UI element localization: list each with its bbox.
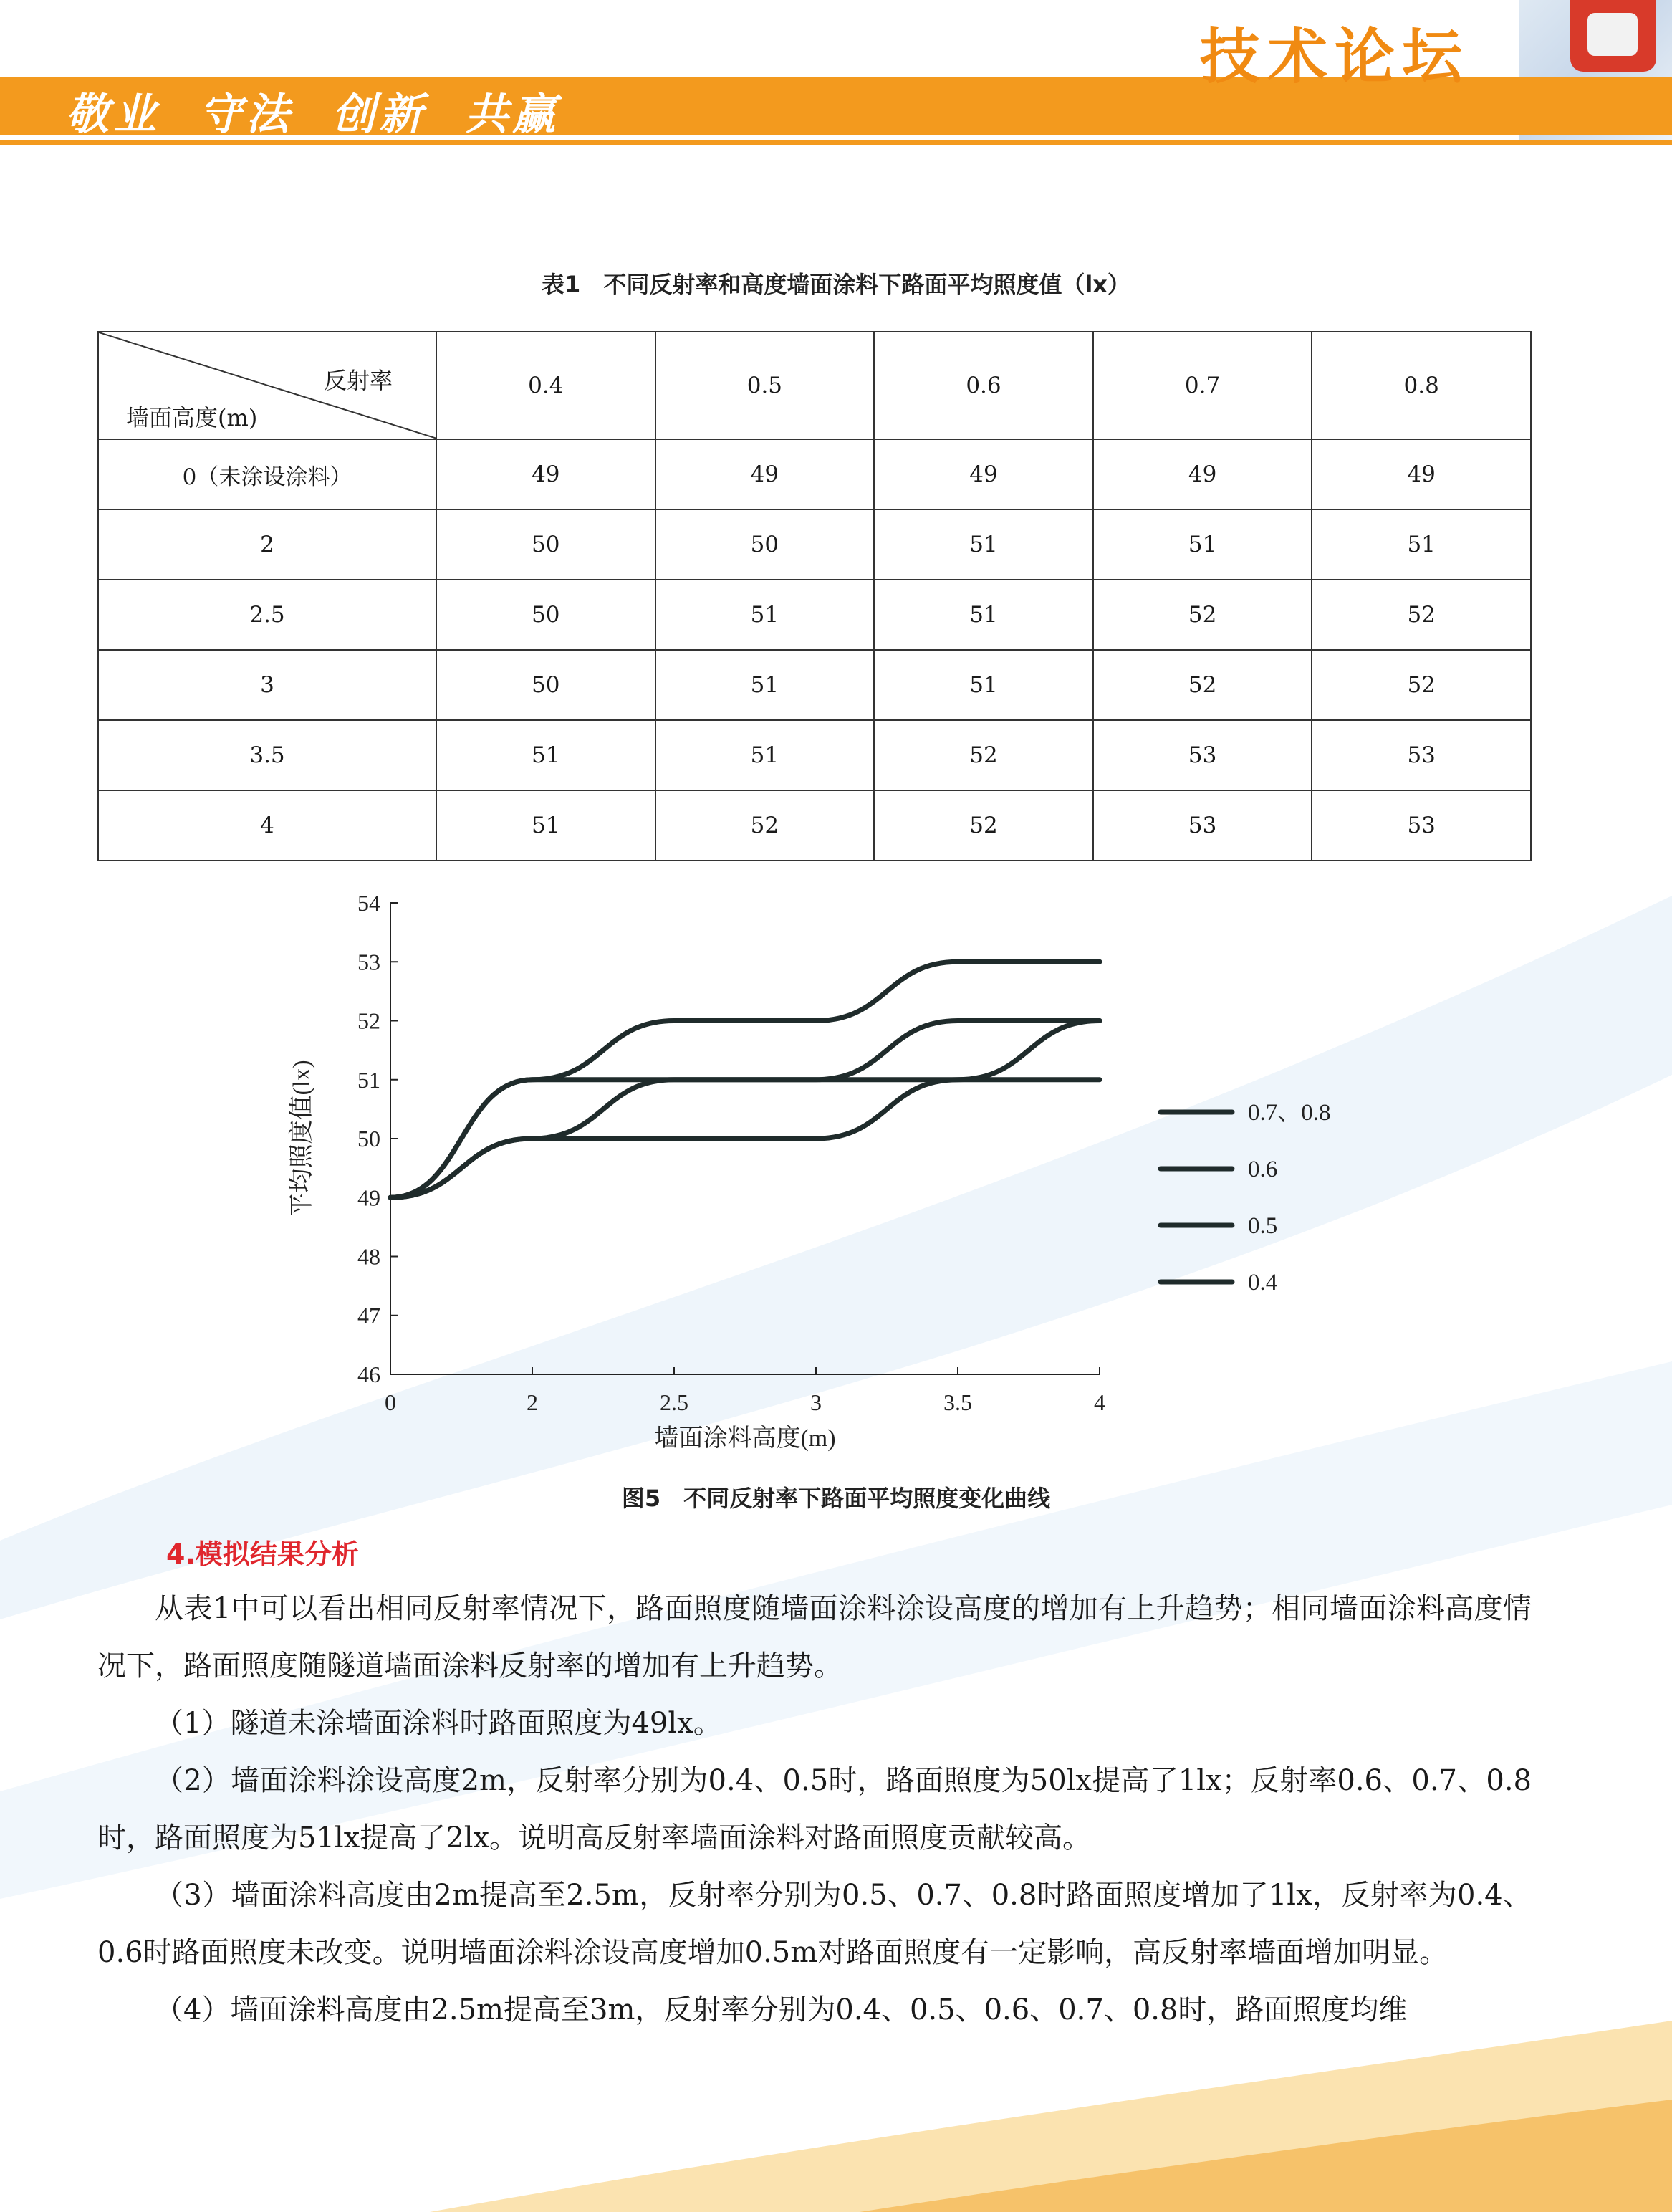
table-cell: 52 — [1312, 580, 1531, 650]
x-tick-label: 2 — [527, 1389, 538, 1415]
legend-label: 0.6 — [1248, 1157, 1278, 1182]
table-row — [98, 439, 1531, 509]
y-tick-label: 52 — [357, 1007, 380, 1034]
table-cell: 50 — [436, 509, 655, 580]
y-tick-label: 53 — [357, 949, 380, 975]
paragraph: （4）墙面涂料高度由2.5m提高至3m，反射率分别为0.4、0.5、0.6、0.7、0.8时，路面照度均维 — [155, 1993, 1408, 2026]
y-tick-label: 48 — [357, 1243, 380, 1270]
table-row — [98, 509, 1531, 580]
column-header: 0.7 — [1093, 332, 1312, 439]
column-header: 0.6 — [874, 332, 1093, 439]
paragraph: 从表1中可以看出相同反射率情况下，路面照度随墙面涂料涂设高度的增加有上升趋势；相同墙面涂料高度情况下，路面照度随隧道墙面涂料反射率的增加有上升趋势。 — [97, 1592, 1532, 1682]
x-tick-label: 2.5 — [660, 1389, 688, 1415]
series-line — [390, 1080, 1100, 1198]
row-label: 3.5 — [98, 720, 436, 790]
table-row — [98, 650, 1531, 720]
table-cell: 51 — [655, 580, 875, 650]
illuminance-table — [97, 331, 1532, 861]
table-cell: 53 — [1093, 720, 1312, 790]
series-line — [390, 1021, 1100, 1198]
table-cell: 53 — [1312, 790, 1531, 861]
table-corner-cell — [98, 332, 436, 439]
y-tick-label: 47 — [357, 1302, 380, 1328]
column-header: 0.8 — [1312, 332, 1531, 439]
table-cell: 49 — [1093, 439, 1312, 509]
table-cell: 49 — [655, 439, 875, 509]
x-axis-label: 墙面涂料高度(m) — [654, 1425, 836, 1452]
paragraph: （2）墙面涂料涂设高度2m，反射率分别为0.4、0.5时，路面照度为50lx提高了1lx；反射率0.6、0.7、0.8时，路面照度为51lx提高了2lx。说明高反射率墙面涂料对路面照度贡献较高。 — [97, 1764, 1532, 1854]
y-tick-label: 50 — [357, 1126, 380, 1152]
x-tick-label: 4 — [1094, 1389, 1105, 1415]
table-cell: 50 — [655, 509, 875, 580]
header-motto: 敬业 守法 创新 共赢 — [66, 90, 560, 140]
y-tick-label: 49 — [357, 1184, 380, 1211]
paragraph: （1）隧道未涂墙面涂料时路面照度为49lx。 — [155, 1707, 722, 1740]
x-tick-label: 0 — [385, 1389, 396, 1415]
row-label: 2 — [98, 509, 436, 580]
legend-label: 0.7、0.8 — [1248, 1100, 1331, 1126]
table-cell: 51 — [1312, 509, 1531, 580]
series-line — [390, 1021, 1100, 1198]
column-header: 0.5 — [655, 332, 875, 439]
table-cell: 51 — [874, 580, 1093, 650]
x-tick-label: 3.5 — [943, 1389, 972, 1415]
x-tick-label: 3 — [810, 1389, 822, 1415]
row-label: 3 — [98, 650, 436, 720]
y-tick-label: 54 — [357, 890, 380, 916]
table-cell: 51 — [436, 790, 655, 861]
table-caption: 表1 不同反射率和高度墙面涂料下路面平均照度值（lx） — [542, 271, 1130, 298]
table-cell: 52 — [874, 790, 1093, 861]
corner-column-label: 反射率 — [323, 367, 393, 394]
table-cell: 53 — [1312, 720, 1531, 790]
section-heading: 4.模拟结果分析 — [166, 1538, 359, 1570]
table-cell: 51 — [1093, 509, 1312, 580]
table-header-row — [98, 332, 1531, 439]
row-label: 4 — [98, 790, 436, 861]
table-row — [98, 790, 1531, 861]
table-cell: 49 — [874, 439, 1093, 509]
table-cell: 50 — [436, 580, 655, 650]
corner-row-label: 墙面高度(m) — [126, 404, 258, 431]
table-row — [98, 720, 1531, 790]
table-cell: 52 — [1093, 580, 1312, 650]
table-cell: 51 — [436, 720, 655, 790]
table-row — [98, 580, 1531, 650]
table-cell: 50 — [436, 650, 655, 720]
table-cell: 51 — [874, 509, 1093, 580]
table-cell: 51 — [874, 650, 1093, 720]
y-tick-label: 46 — [357, 1361, 380, 1387]
table-cell: 52 — [874, 720, 1093, 790]
y-axis-label: 平均照度值(lx) — [289, 1060, 315, 1217]
legend-label: 0.4 — [1248, 1270, 1278, 1296]
table-cell: 51 — [655, 650, 875, 720]
illuminance-line-chart — [272, 881, 1390, 1476]
table-cell: 52 — [1093, 650, 1312, 720]
table-cell: 49 — [1312, 439, 1531, 509]
body-text — [97, 1580, 1532, 2039]
table-cell: 51 — [655, 720, 875, 790]
y-tick-label: 51 — [357, 1066, 380, 1093]
table-cell: 53 — [1093, 790, 1312, 861]
row-label: 0（未涂设涂料） — [98, 439, 436, 509]
table-cell: 52 — [1312, 650, 1531, 720]
legend-label: 0.5 — [1248, 1213, 1278, 1239]
row-label: 2.5 — [98, 580, 436, 650]
figure-caption: 图5 不同反射率下路面平均照度变化曲线 — [621, 1485, 1051, 1512]
column-header: 0.4 — [436, 332, 655, 439]
table-cell: 52 — [655, 790, 875, 861]
table-cell: 49 — [436, 439, 655, 509]
paragraph: （3）墙面涂料高度由2m提高至2.5m，反射率分别为0.5、0.7、0.8时路面照度增加了1lx，反射率为0.4、0.6时路面照度未改变。说明墙面涂料涂设高度增加0.5m对路面照度有一定影响，高反射率墙面增加明显。 — [97, 1879, 1532, 1969]
column-title: 技术论坛 — [1200, 21, 1470, 92]
